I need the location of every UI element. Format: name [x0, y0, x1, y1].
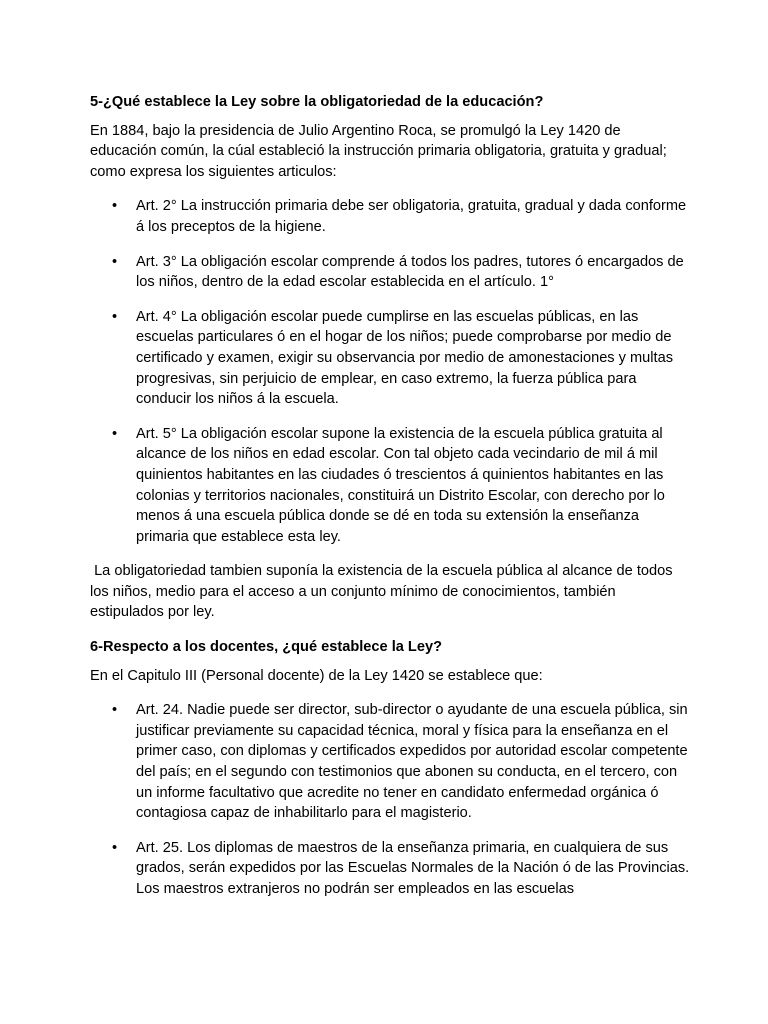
list-item — [90, 252, 690, 293]
article-text: Art. 3° La obligación escolar comprende á todos los padres, tutores ó encargados de los niños, dentro de la edad escolar establecida en el artículo. 1° — [136, 253, 684, 291]
section-6-article-list — [90, 700, 690, 899]
section-5-article-list — [90, 196, 690, 547]
article-text: Art. 24. Nadie puede ser director, sub-director o ayudante de una escuela pública, sin justificar previamente su capacidad técnica, moral y física para la enseñanza en el primer caso, con diplomas y certificados expedidos por autoridad escolar competente del país; en el segundo con testimonios que abonen su conducta, en el tercero, con un informe facultativo que acredite no tener en candidato enfermedad orgánica ó contagiosa capaz de inhabilitarlo para el magisterio. — [136, 702, 688, 822]
section-5-heading: 5-¿Qué establece la Ley sobre la obligatoriedad de la educación? — [90, 94, 544, 110]
section-5-closing: La obligatoriedad tambien suponía la existencia de la escuela pública al alcance de todos los niños, medio para el acceso a un conjunto mínimo de conocimientos, también estipulados por ley. — [90, 563, 677, 621]
list-item — [90, 700, 690, 824]
section-6-intro: En el Capitulo III (Personal docente) de la Ley 1420 se establece que: — [90, 667, 543, 684]
bullet-icon: • — [112, 839, 118, 856]
article-text: Art. 5° La obligación escolar supone la existencia de la escuela pública gratuita al alcance de los niños en edad escolar. Con tal objeto cada vecindario de mil á mil quinientos habitantes en las ciudades ó trescientos á quinientos habitantes en las colonias y territorios nacionales, constituirá un Distrito Escolar, con derecho por lo menos á una escuela pública donde se dé en toda su extensión la enseñanza primaria que establece esta ley. — [136, 425, 665, 545]
bullet-icon: • — [112, 198, 118, 215]
section-5-intro: En 1884, bajo la presidencia de Julio Argentino Roca, se promulgó la Ley 1420 de educación común, la cúal estableció la instrucción primaria obligatoria, gratuita y gradual; como expresa los siguientes articulos: — [90, 122, 667, 180]
list-item — [90, 307, 690, 410]
section-6-heading: 6-Respecto a los docentes, ¿qué establece la Ley? — [90, 639, 442, 656]
list-item — [90, 838, 690, 900]
list-item — [90, 424, 690, 548]
bullet-icon: • — [112, 253, 118, 270]
article-text: Art. 25. Los diplomas de maestros de la enseñanza primaria, en cualquiera de sus grados, serán expedidos por las Escuelas Normales de la Nación ó de las Provincias. Los maestros extranjeros no podrán ser empleados en las escuelas — [136, 839, 690, 897]
document-page — [90, 92, 690, 914]
article-text: Art. 4° La obligación escolar puede cumplirse en las escuelas públicas, en las escuelas particulares ó en el hogar de los niños; puede comprobarse por medio de certificado y examen, exigir su observancia por medio de amonestaciones y multas progresivas, sin perjuicio de emplear, en caso extremo, la fuerza pública para conducir los niños á la escuela. — [136, 308, 673, 408]
bullet-icon: • — [112, 425, 118, 442]
bullet-icon: • — [112, 308, 118, 325]
bullet-icon: • — [112, 702, 118, 719]
article-text: Art. 2° La instrucción primaria debe ser obligatoria, gratuita, gradual y dada conforme á los preceptos de la higiene. — [136, 198, 687, 235]
list-item — [90, 196, 690, 237]
